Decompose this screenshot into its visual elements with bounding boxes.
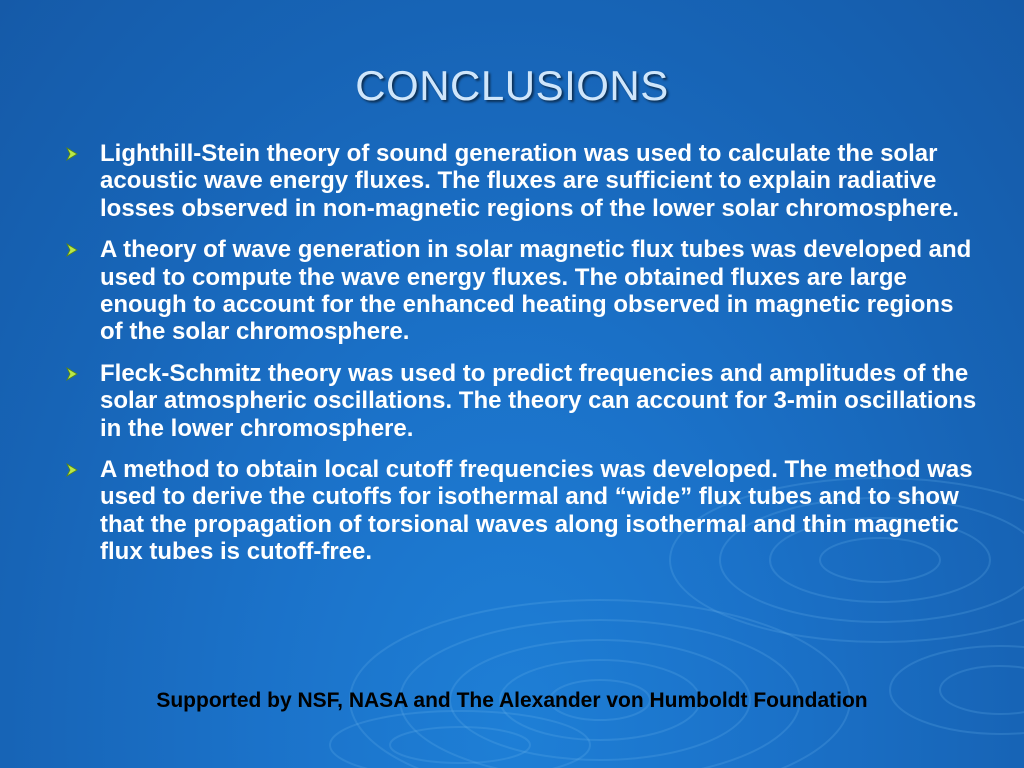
list-item [62,236,982,346]
bullet-text: Lighthill-Stein theory of sound generation was used to calculate the solar acoustic wave energy fluxes. The fluxes are sufficient to explain radiative losses observed in non-magnetic regions of the lower solar chromosphere. [100,140,959,222]
bullet-text: A method to obtain local cutoff frequencies was developed. The method was used to derive the cutoffs for isothermal and “wide” flux tubes and to show that the propagation of torsional waves along isothermal and thin magnetic flux tubes is cutoff-free. [100,456,973,566]
arrow-right-icon [64,462,80,478]
list-item [62,360,982,442]
arrow-right-icon [64,242,80,258]
funding-acknowledgement: Supported by NSF, NASA and The Alexander von Humboldt Foundation [156,689,868,712]
list-item [62,140,982,222]
bullet-text: Fleck-Schmitz theory was used to predict frequencies and amplitudes of the solar atmospheric oscillations. The theory can account for 3-min oscillations in the lower chromosphere. [100,359,977,442]
slide-title: CONCLUSIONS [355,62,669,109]
arrow-right-icon [64,146,80,162]
conclusions-list [62,140,982,580]
bullet-text: A theory of wave generation in solar magnetic flux tubes was developed and used to compute the wave energy fluxes. The obtained fluxes are large enough to account for the enhanced heating observed in magnetic regions of the solar chromosphere. [100,236,972,346]
arrow-right-icon [64,366,80,382]
list-item [62,456,982,566]
